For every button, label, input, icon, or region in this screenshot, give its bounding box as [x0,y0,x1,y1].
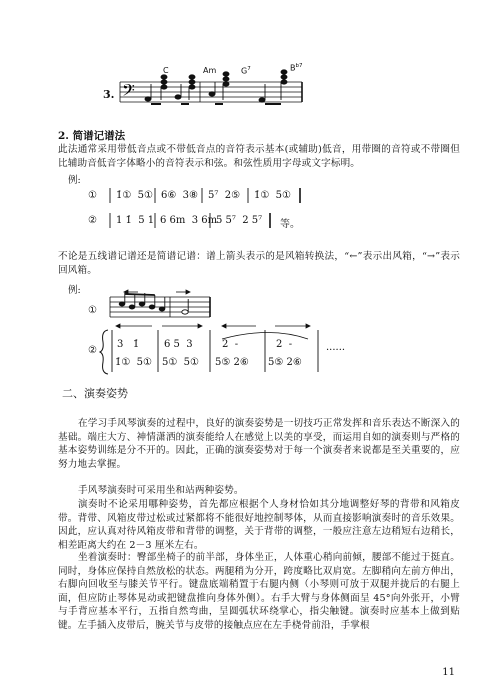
row2-measure-1: 1 1̇ 5 1 [116,215,155,226]
bellows-out-arrow [124,290,138,294]
row2-tail: 等。 [280,219,300,230]
example-row1-marker: ① [88,190,97,201]
row2-measure-2: 6 6m 3 6m [160,215,218,226]
bellows-arrows-example2 [116,324,310,328]
paragraph-jianpu-intro: 此法通常采用带低音点或不带低音点的音符表示基本(或辅助)低音，用带圈的音符或不带圈但比辅助音低音字体略小的音符表示和弦。和弦性质用字母或文字标明。 [58,144,460,169]
brace-lower-m1: 1̇① 5① [115,357,153,368]
staff-example-number: 3. [103,88,115,101]
paragraph-posture-2: 手风琴演奏时可采用坐和站两种姿势。 [78,485,244,496]
chord-label-bb7: $B^{b7}$ [290,63,303,73]
brace-lower-m3: 5⑤ 2⑥ [215,357,249,368]
row1-measure-3: 5⁷ 2⑤ [208,190,241,201]
row1-measure-4: 1̇① 5① [254,190,292,201]
staff-example-1 [100,58,310,128]
brace-icon [100,330,108,374]
section-heading-posture: 二、演奏姿势 [62,387,128,400]
paragraph-bellows-arrows: 不论是五线谱记谱还是简谱记谱：谱上箭头表示的是风箱转换法，“←”表示出风箱，“→”表示回风箱。 [58,251,460,276]
paragraph-posture-4: 坐着演奏时：臀部坐椅子的前半部，身体坐正，人体重心稍向前倾，腰部不能过于挺直。同时，身体应保持自然放松的状态。两腿稍为分开，跨度略比双肩宽。左脚稍向左前方伸出，右脚向回收至与膝关节平行。键盘底端稍置于右腿内侧（小琴则可放于双腿并拢后的右腿上面，但应防止琴体晃动或把键盘推向身体外侧）。右手大臂与身体侧面呈 45°向外张开，小臂与手背应基本平行，五指自然弯曲，呈圆弧状环绕掌心，指尖触键。演奏时应基本上做到贴键。左手插入皮带后，腕关节与皮带的接触点应在左手桡骨前沿，手掌根 [58,552,460,631]
paragraph-posture-1: 在学习手风琴演奏的过程中，良好的演奏姿势是一切技巧正常发挥和音乐表达不断深入的基础。端庄大方、神情潇洒的演奏能给人在感觉上以美的享受，而运用自如的演奏则与严格的基本姿势训练是分不开的。因此，正确的演奏姿势对于每一个演奏者来说都是至关重要的，应努力地去掌握。 [58,418,460,470]
page-number: 11 [442,667,455,678]
example-row2-marker: ② [88,215,97,226]
brace-upper-m3: 2 - [222,339,239,350]
bass-clef-icon: 𝄢 [122,80,135,104]
chord-label-am: Am [203,66,217,75]
section-heading-jianpu: 2. 简谱记谱法 [58,130,126,142]
brace-example-marker: ② [88,345,97,356]
paragraph-posture-3: 演奏时不论采用哪种姿势，首先都应根据个人身材恰如其分地调整好琴的背带和风箱皮带。背带、风箱皮带过松或过紧都将不能很好地控制琴体，从而直接影响演奏时的音乐效果。因此，应认真对待风箱皮带和背带的调整，关于背带的调整，一般应注意左边稍短右边稍长，相差距离大约在 2－3 厘米左右。 [58,499,460,551]
continuation-dots: ······ [326,345,346,356]
brace-upper-m1: 3 1̇ [117,339,140,350]
brace-lower-m2: 5① 5① [162,357,200,368]
brace-lower-m4: 5⑤ 2⑥ [268,357,302,368]
row1-measure-1: 1̇① 5① [116,190,154,201]
brace-upper-m2: 6 5 3 [164,339,193,350]
staff-example2-marker: ① [88,305,97,316]
example-label-2: 例: [68,285,81,296]
chord-label-g7: $G^7$ [241,66,251,76]
bellows-in-arrow [176,290,190,294]
brace-upper-m4: 2 - [276,339,293,350]
row1-measure-2: 6⑥ 3⑧ [161,190,199,201]
example-label-1: 例: [68,175,81,186]
chord-label-c: C [163,66,169,75]
row2-measure-3: 5 5⁷ 2 5⁷ [216,215,263,226]
